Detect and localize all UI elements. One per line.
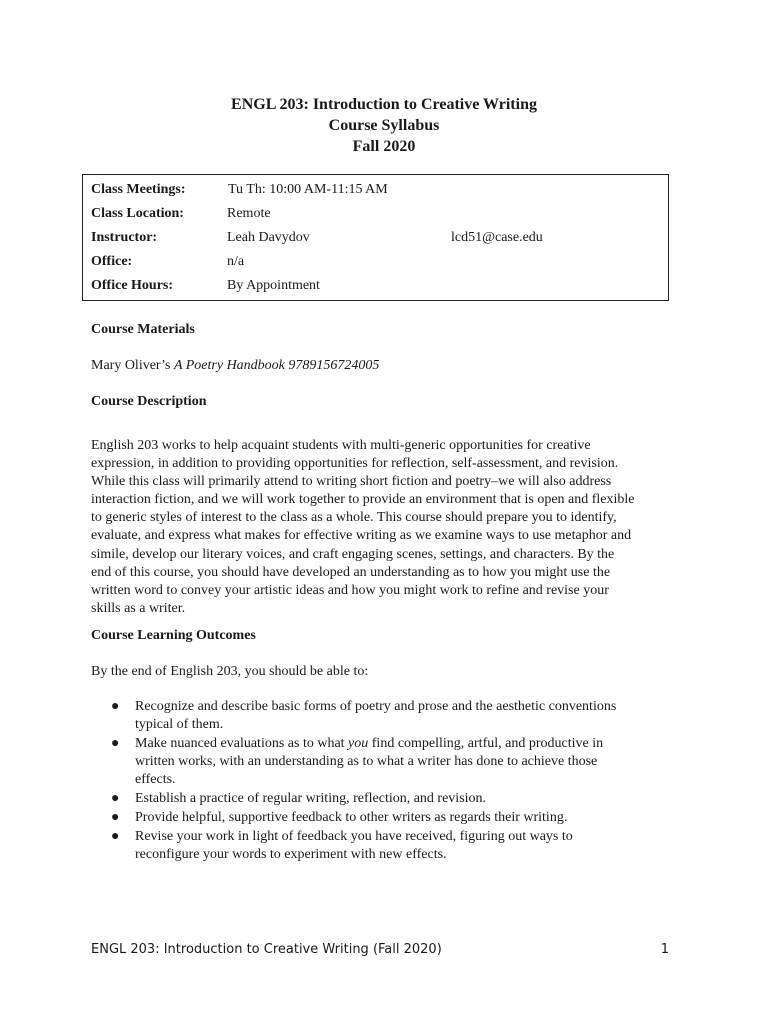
outcome-text: Establish a practice of regular writing, reflection, and revision. [135, 791, 487, 806]
list-item [91, 809, 671, 827]
description-heading: Course Description [91, 394, 207, 409]
outcome-text: Recognize and describe basic forms of poetry and prose and the aesthetic conventions [135, 699, 617, 714]
description-line: skills as a writer. [91, 600, 186, 616]
list-item [91, 828, 671, 864]
outcome-text [135, 735, 671, 753]
description-line: simile, develop our literary voices, and craft engaging scenes, settings, and characters. By the [91, 546, 615, 562]
outcome-text: written works, with an understanding as to what a writer has done to achieve those [135, 754, 598, 769]
outcome-text: reconfigure your words to experiment with new effects. [135, 847, 447, 862]
materials-heading: Course Materials [91, 322, 195, 337]
outcome-text: typical of them. [135, 717, 224, 732]
outcome-text-part: find compelling, artful, and productive in [368, 736, 604, 751]
info-row-hours [91, 276, 666, 296]
outcome-text: Revise your work in light of feedback you have received, figuring out ways to [135, 829, 573, 844]
page-number: 1 [660, 942, 669, 957]
meetings-value: Tu Th: 10:00 AM-11:15 AM [228, 182, 388, 197]
materials-text [91, 357, 691, 375]
description-line: interaction fiction, and we will work together to provide an environment that is open and flexible [91, 492, 635, 508]
course-info-box [82, 174, 669, 301]
info-row-location [91, 204, 666, 224]
bullet-icon: ● [111, 736, 120, 751]
location-label: Class Location: [91, 206, 184, 221]
description-line: end of this course, you should have developed an understanding as to how you might use the [91, 564, 611, 580]
bullet-icon: ● [111, 810, 120, 825]
description-line: to generic styles of interest to the class as a whole. This course should prepare you to identify, [91, 510, 617, 526]
instructor-label: Instructor: [91, 230, 158, 245]
materials-isbn: 9789156724005 [288, 358, 380, 373]
outcomes-heading: Course Learning Outcomes [91, 628, 256, 643]
outcome-text: effects. [135, 772, 176, 787]
document-type: Course Syllabus [328, 117, 440, 134]
materials-author: Mary Oliver’s [91, 358, 171, 373]
info-row-instructor [91, 228, 666, 248]
instructor-email[interactable]: lcd51@case.edu [451, 230, 543, 245]
list-item [91, 698, 671, 734]
outcomes-intro: By the end of English 203, you should be able to: [91, 664, 369, 679]
description-line: expression, in addition to providing opportunities for reflection, self-assessment, and revision. [91, 456, 619, 472]
list-item [91, 735, 671, 789]
description-line: While this class will primarily attend to writing short fiction and poetry–we will also address [91, 474, 612, 490]
description-line: written word to convey your artistic ideas and how you might work to refine and revise your [91, 582, 609, 598]
bullet-icon: ● [111, 829, 120, 844]
office-value: n/a [227, 254, 245, 269]
term: Fall 2020 [352, 138, 416, 155]
meetings-label: Class Meetings: [91, 182, 186, 197]
document-title [0, 94, 768, 157]
description-line: English 203 works to help acquaint students with multi-generic opportunities for creative [91, 438, 591, 453]
info-row-office [91, 252, 666, 272]
list-item [91, 790, 671, 808]
outcomes-list [91, 698, 671, 865]
bullet-icon: ● [111, 699, 120, 714]
course-title: ENGL 203: Introduction to Creative Writing [231, 96, 537, 113]
footer-title: ENGL 203: Introduction to Creative Writing (Fall 2020) [91, 942, 442, 957]
description-line: evaluate, and express what makes for effective writing as we examine ways to use metaphor and [91, 528, 632, 544]
bullet-icon: ● [111, 791, 120, 806]
location-value: Remote [227, 206, 271, 221]
instructor-name: Leah Davydov [227, 230, 310, 245]
outcome-emphasis: you [348, 736, 369, 751]
hours-label: Office Hours: [91, 278, 174, 293]
materials-book-title: A Poetry Handbook [173, 358, 285, 373]
description-paragraph [91, 437, 691, 618]
outcome-text-part: Make nuanced evaluations as to what [135, 736, 349, 751]
hours-value: By Appointment [227, 278, 320, 293]
outcome-text: Provide helpful, supportive feedback to other writers as regards their writing. [135, 810, 568, 825]
info-row-meetings [91, 180, 666, 200]
office-label: Office: [91, 254, 133, 269]
